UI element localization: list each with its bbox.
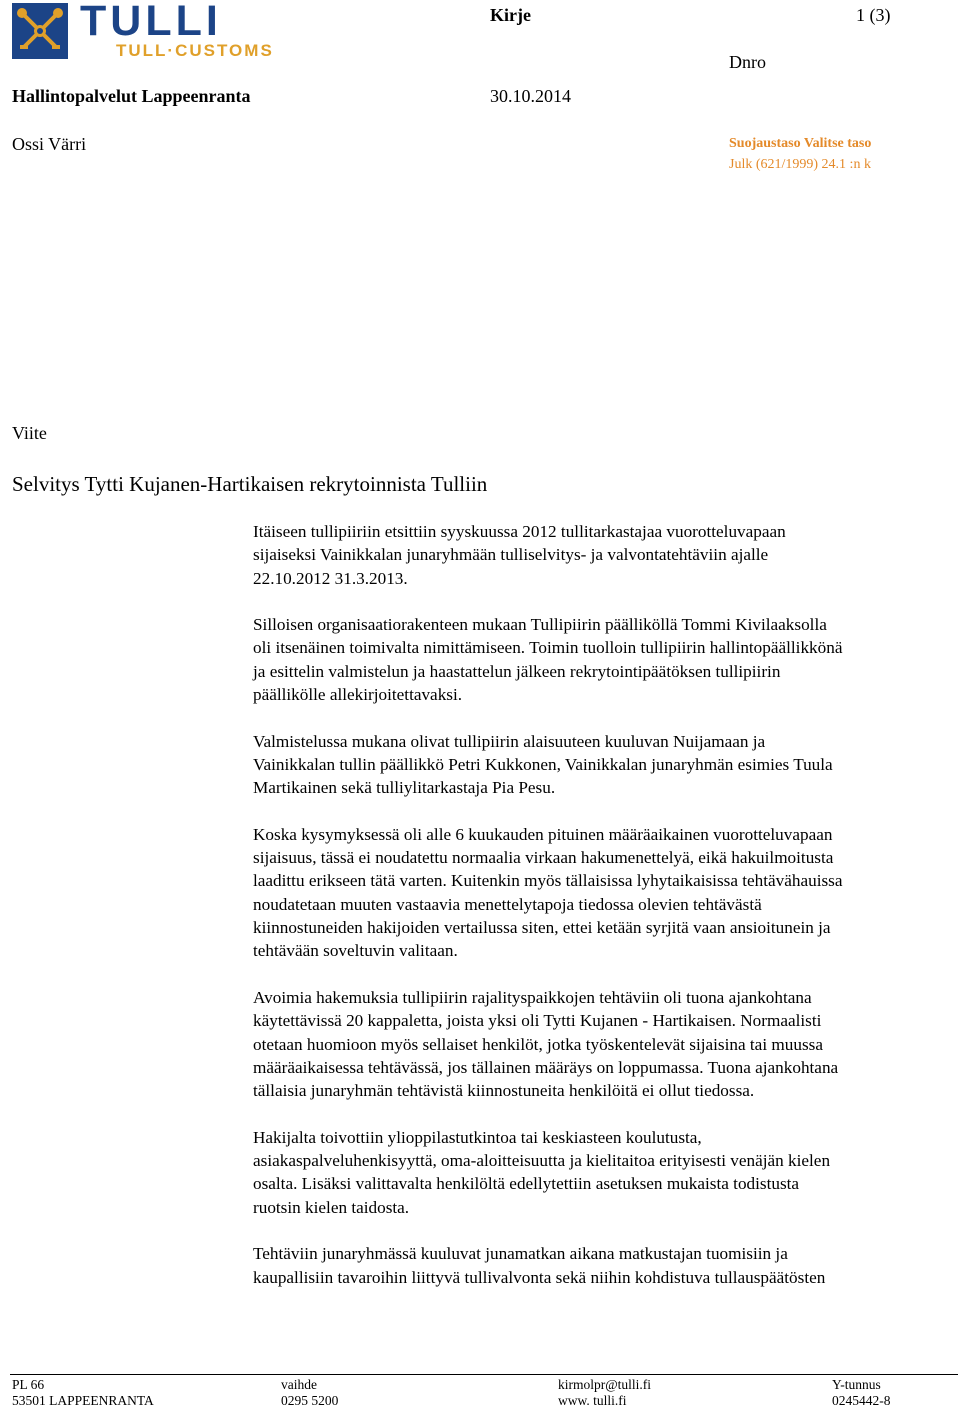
body-paragraph: Hakijalta toivottiin ylioppilastutkintoa tai keskiasteen koulutusta, asiakaspalveluhenkisyyttä, oma-aloitteisuutta ja kielitaitoa erityisesti venäjän kielen osalta. Lisäksi valittavalta henkilöltä edellytettiin asetuksen mukaista todistusta ruotsin kielen taidosta. bbox=[253, 1127, 831, 1217]
body-paragraph: Tehtäviin junaryhmässä kuuluvat junamatkan aikana matkustajan tuomisiin ja kaupallisiin tavaroihin liittyvä tullivalvonta sekä niihin kohdistuva tullauspäätösten bbox=[253, 1244, 826, 1287]
footer-phone bbox=[281, 1377, 338, 1409]
body-paragraph: Itäiseen tullipiiriin etsittiin syyskuussa 2012 tullitarkastajaa vuorotteluvapaan sijaiseksi Vainikkalan junaryhmään tulliselvitys- ja valvontatehtäviin ajalle 22.10.2012 31.3.2013. bbox=[253, 522, 786, 588]
body-paragraph: Silloisen organisaatiorakenteen mukaan Tullipiirin päälliköllä Tommi Kivilaaksolla oli itsenäinen toimivalta nimittämiseen. Toimin tuolloin tullipiirin hallintopäällikkönä ja esittelin valmistelun ja haastattelun jälkeen rekrytointipäätöksen tullipiirin päällikölle allekirjoitettavaksi. bbox=[253, 615, 843, 705]
dnro-label: Dnro bbox=[729, 52, 766, 72]
body-paragraph: Koska kysymyksessä oli alle 6 kuukauden pituinen määräaikainen vuorotteluvapaan sijaisuus, tässä ei noudatettu normaalia virkaan hakumenettelyä, eikä hakuilmoitusta laadittu erikseen tätä varten. Kuitenkin myös tällaisissa lyhytaikaisissa tehtävähauissa noudatetaan muuten vastaavia menettelytapoja tiedossa olevien tehtävästä kiinnostuneiden hakijoiden vertailussa siten, ettei ketään syrjitä vaan ansioitunein ja tehtävään soveltuvin valitaan. bbox=[253, 824, 843, 961]
publicity-class: Julk (621/1999) 24.1 :n k bbox=[729, 157, 871, 172]
security-level: Suojaustaso Valitse taso bbox=[729, 136, 872, 151]
footer-business-id-label: Y-tunnus bbox=[832, 1377, 881, 1392]
author-name: Ossi Värri bbox=[12, 134, 87, 154]
footer-phone-number: 0295 5200 bbox=[281, 1393, 339, 1408]
page-number: 1 (3) bbox=[856, 5, 891, 25]
body-paragraph: Avoimia hakemuksia tullipiirin rajalityspaikkojen tehtäviin oli tuona ajankohtana käytettävissä 20 kappaletta, joista yksi oli Tytti Kujanen - Hartikaisen. Normaalisti otetaan huomioon myös sellaiset henkilöt, jotka työskentelevät sijaisina tai muussa määräaikaisessa tehtävässä, jos tällainen määräys on loppumassa. Tuona ajankohtana tällaisia junaryhmän tehtävistä kiinnostuneita henkilöitä ei ollut tiedossa. bbox=[253, 987, 839, 1101]
department: Hallintopalvelut Lappeenranta bbox=[12, 86, 251, 106]
document-type: Kirje bbox=[490, 5, 531, 25]
footer-address bbox=[12, 1377, 154, 1409]
footer-divider bbox=[10, 1374, 958, 1375]
footer-contact bbox=[558, 1377, 651, 1409]
footer-phone-label: vaihde bbox=[281, 1377, 317, 1392]
footer-website: www. tulli.fi bbox=[558, 1393, 627, 1408]
footer-business-id bbox=[832, 1377, 891, 1409]
footer-email: kirmolpr@tulli.fi bbox=[558, 1377, 652, 1392]
crossed-keys-emblem-icon bbox=[12, 3, 68, 59]
footer-business-id-value: 0245442-8 bbox=[832, 1393, 891, 1408]
reference-label: Viite bbox=[12, 423, 47, 443]
footer-postcode-city: 53501 LAPPEENRANTA bbox=[12, 1393, 154, 1408]
logo-subtitle: TULL·CUSTOMS bbox=[116, 41, 274, 60]
tulli-logo bbox=[12, 0, 297, 60]
logo-wordmark: TULLI bbox=[80, 0, 222, 45]
letter-subject: Selvitys Tytti Kujanen-Hartikaisen rekrytoinnista Tulliin bbox=[12, 472, 488, 496]
letter-body bbox=[253, 520, 953, 1312]
letter-date: 30.10.2014 bbox=[490, 86, 571, 106]
footer-po-box: PL 66 bbox=[12, 1377, 45, 1392]
body-paragraph: Valmistelussa mukana olivat tullipiirin alaisuuteen kuuluvan Nuijamaan ja Vainikkalan tullin päällikkö Petri Kukkonen, Vainikkalan junaryhmän esimies Tuula Martikainen sekä tulliylitarkastaja Pia Pesu. bbox=[253, 731, 833, 798]
